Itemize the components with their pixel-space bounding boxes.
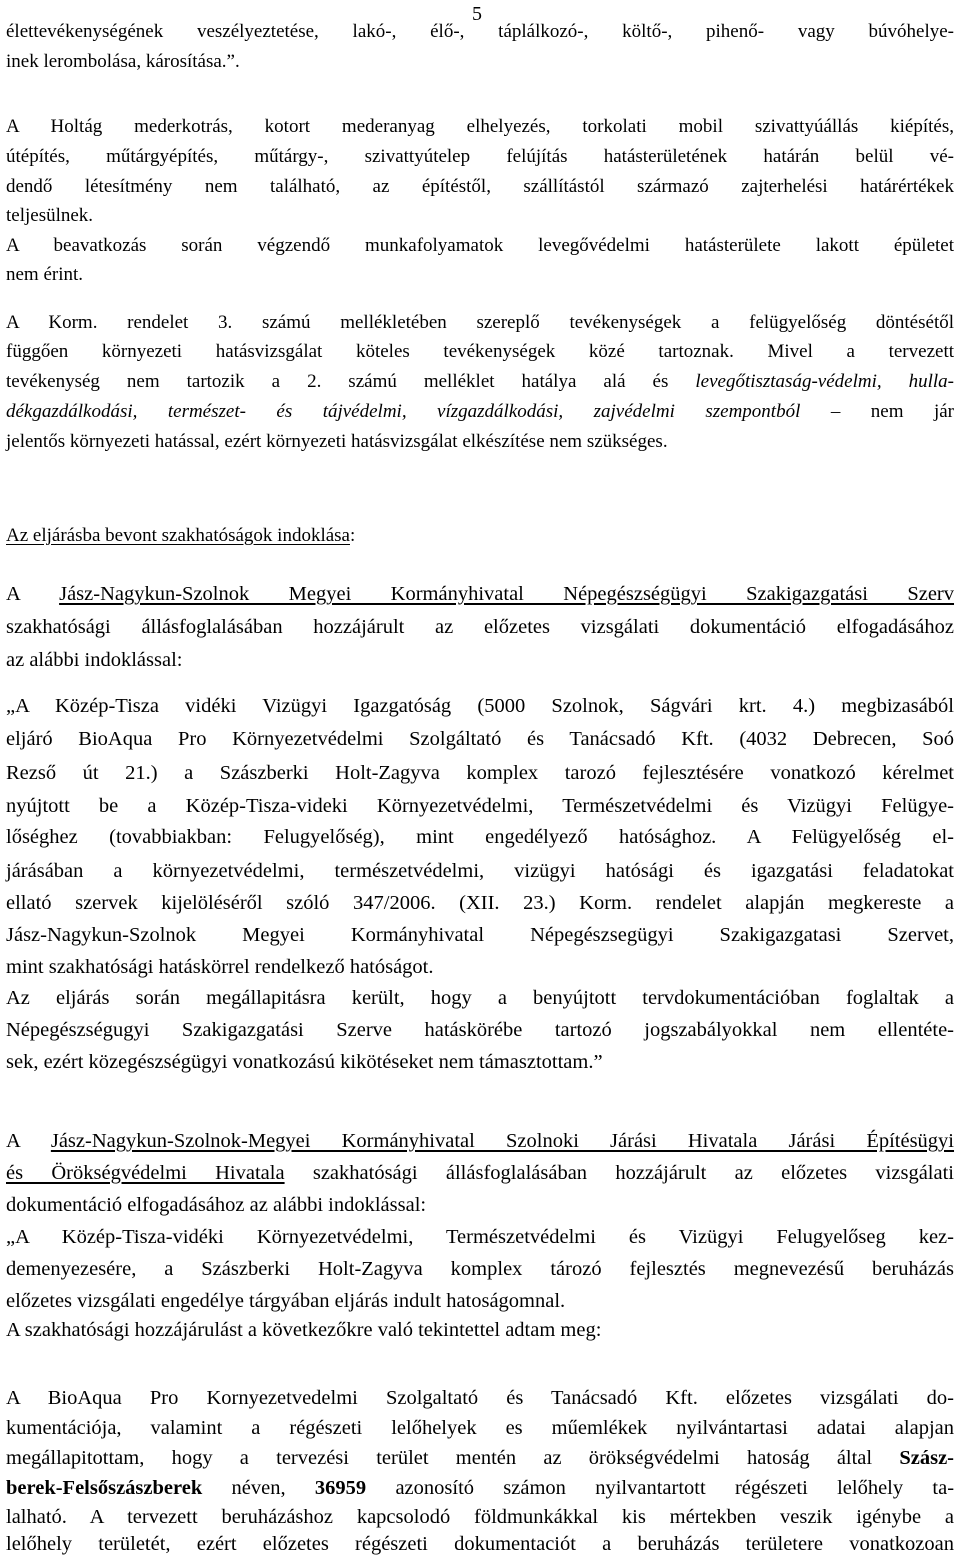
text-line: sek, ezért közegészségügyi vonatkozású kikötéseket nem támasztottam.”	[6, 1051, 603, 1073]
text-line: nyújtott be a Közép-Tisza-videki Környezetvédelmi, Természetvédelmi és Vizügyi Felügye-	[6, 795, 954, 817]
italic-text: dékgazdálkodási, természet- és tájvédelmi, vízgazdálkodási, zajvédelmi szempontból	[6, 401, 801, 422]
text-line: A BioAqua Pro Kornyezetvedelmi Szolgaltató és Tanácsadó Kft. előzetes vizsgálati do-	[6, 1387, 954, 1409]
text-run: A	[6, 1130, 20, 1152]
text-run: tevékenység nem tartozik a 2. számú melléklet hatálya alá és	[6, 371, 669, 392]
text-line	[6, 1160, 954, 1186]
section-heading	[6, 524, 954, 548]
text-line: A Holtág mederkotrás, kotort mederanyag elhelyezés, torkolati mobil szivattyúállás kiépítés,	[6, 116, 954, 137]
text-line: dendő létesítmény nem található, az építéstől, szállítástól származó zajterhelési határértékek	[6, 176, 954, 197]
text-run: A	[6, 583, 20, 605]
text-line: Jász-Nagykun-Szolnok Megyei Kormányhivatal Népegészsegügyi Szakigazgatasi Szervet,	[6, 924, 954, 946]
text-line: Népegészségugyi Szakigazgatási Szerve hatáskörébe tartozó jogszabályokkal nem ellentéte-	[6, 1019, 954, 1041]
text-line: függően környezeti hatásvizsgálat köteles tevékenységek közé tartoznak. Mivel a tervezett	[6, 341, 954, 362]
text-line: lalható. A tervezett beruházáshoz kapcsolodó földmunkákkal kis mértekben veszik igénybe a	[6, 1506, 954, 1528]
text-line: előzetes vizsgálati engedélye tárgyában eljárás indult hatoságomnal.	[6, 1290, 566, 1312]
text-line: járásában a környezetvédelmi, természetvédelmi, vizügyi hatósági és igazgatási feladatokat	[6, 860, 954, 882]
authority-name: és Örökségvédelmi Hivatala	[6, 1162, 285, 1184]
text-line: lőséghez (tovabbiakban: Felugyelőség), mint engedélyező hatósághoz. A Felügyelőség el-	[6, 826, 954, 848]
text-line: inek lerombolása, károsítása.”.	[6, 51, 240, 72]
text-line: szakhatósági állásfoglalásában hozzájárult az előzetes vizsgálati dokumentáció elfogadásához	[6, 616, 954, 638]
text-line	[6, 1128, 954, 1154]
bold-text: berek-Felsőszászberek	[6, 1477, 203, 1499]
text-run: szakhatósági állásfoglalásában hozzájárult az előzetes vizsgálati	[312, 1162, 954, 1184]
text-line	[6, 581, 954, 607]
text-line: A beavatkozás során végzendő munkafolyamatok levegővédelmi hatásterülete lakott épületet	[6, 235, 954, 256]
text-line: A szakhatósági hozzájárulást a következőkre való tekintettel adtam meg:	[6, 1319, 602, 1341]
text-line: Rezső út 21.) a Szászberki Holt-Zagyva komplex tarozó fejlesztésére vonatkozó kérelmet	[6, 762, 954, 784]
text-line: Az eljárás során megállapitásra került, hogy a benyújtott tervdokumentációban foglaltak a	[6, 987, 954, 1009]
text-line: eljáró BioAqua Pro Környezetvédelmi Szolgáltató és Tanácsadó Kft. (4032 Debrecen, Soó	[6, 728, 954, 750]
text-line: kumentációja, valamint a régészeti lelőhelyek es műemlékek nyilvántartasi adatai alapjan	[6, 1417, 954, 1439]
text-line: az alábbi indoklással:	[6, 649, 183, 671]
text-run: azonosító számon nyilvantartott régészeti lelőhely ta-	[395, 1477, 955, 1499]
text-line: útépítés, műtárgyépítés, műtárgy-, szivattyútelep felújítás hatásterületének határán belül vé-	[6, 146, 954, 167]
text-run: néven,	[231, 1477, 286, 1499]
text-line: nem érint.	[6, 264, 84, 285]
text-run: megállapitottam, hogy a tervezési terület mentén az örökségvédelmi hatoság által	[6, 1447, 873, 1469]
heading-text: Az eljárásba bevont szakhatóságok indoklása	[6, 525, 350, 546]
text-line: ellató szervek kijelöléséről szóló 347/2006. (XII. 23.) Korm. rendelet alapján megkereste a	[6, 892, 954, 914]
heading-colon: :	[350, 525, 356, 546]
text-line	[6, 370, 954, 394]
text-line: jelentős környezeti hatással, ezért környezeti hatásvizsgálat elkészítése nem szükséges.	[6, 431, 668, 452]
text-line: „A Közép-Tisza-vidéki Környezetvédelmi, Természetvédelmi és Vizügyi Felugyelőseg kez-	[6, 1226, 954, 1248]
text-line: teljesülnek.	[6, 205, 94, 226]
text-line	[6, 400, 954, 424]
authority-name: Jász-Nagykun-Szolnok Megyei Kormányhivatal Népegészségügyi Szakigazgatási Szerv	[59, 583, 955, 605]
text-line: lelőhely területét, ezért előzetes régészeti dokumentaciót a beruházás területere vonatkozoan	[6, 1533, 954, 1555]
text-run: – nem jár	[830, 401, 954, 422]
text-line: mint szakhatósági hatáskörrel rendelkező hatóságot.	[6, 956, 434, 978]
text-line	[6, 1445, 954, 1471]
bold-text: Szász-	[899, 1447, 954, 1469]
text-line: demenyezesére, a Szászberki Holt-Zagyva komplex tározó fejlesztés megnevezésű beruházás	[6, 1258, 954, 1280]
authority-name: Jász-Nagykun-Szolnok-Megyei Kormányhivatal Szolnoki Járási Hivatala Járási Építésügyi	[50, 1130, 955, 1152]
italic-text: levegőtisztaság-védelmi, hulla-	[695, 371, 954, 392]
page-number: 5	[472, 3, 482, 25]
text-line: dokumentáció elfogadásához az alábbi indoklással:	[6, 1194, 427, 1216]
text-line	[6, 1475, 954, 1501]
text-line: A Korm. rendelet 3. számú mellékletében szereplő tevékenységek a felügyelőség döntésétől	[6, 312, 954, 333]
text-line: élettevékenységének veszélyeztetése, lakó-, élő-, táplálkozó-, költő-, pihenő- vagy búvóhelye-	[6, 21, 954, 42]
text-line: „A Közép-Tisza vidéki Vizügyi Igazgatóság (5000 Szolnok, Ságvári krt. 4.) megbizasából	[6, 695, 954, 717]
bold-text: 36959	[314, 1477, 367, 1499]
